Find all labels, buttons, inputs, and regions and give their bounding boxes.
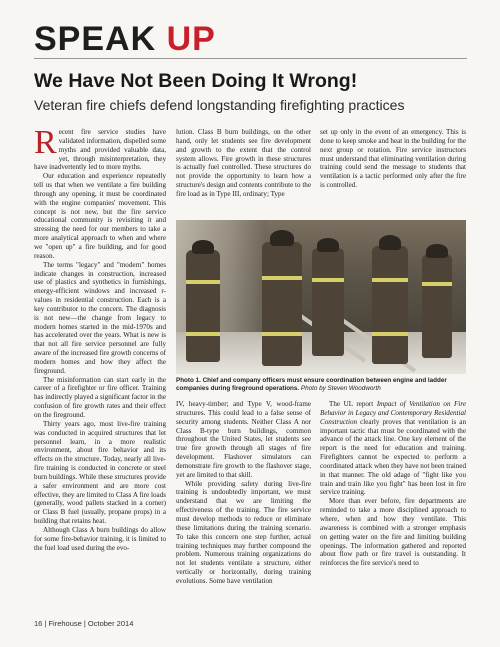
paragraph: lution. Class B burn buildings, on the other hand, only let students see fire development and growth to the extent that the control system allows. Fire growth in these structures is actually fuel controlled. These structures do not provide the opportunity to learn how a structure's design and contents contribute to the fire load as in Type III, ordinary; Type	[176, 128, 311, 198]
firefighters-photo	[176, 220, 466, 374]
article-subhead: Veteran fire chiefs defend longstanding firefighting practices	[34, 97, 405, 113]
paragraph: Although Class A burn buildings do allow for some fire-behavior training, it is limited to the fuel load used during the evo-	[34, 525, 166, 552]
paragraph: set up only in the event of an emergency. This is done to keep smoke and heat in the building for the next group or rotation. Fire service instructors must understand that eliminating ventilation during training could send the message to students that ventilation is a tactic performed only after the fire is controlled.	[320, 128, 466, 190]
firefighter-figure	[422, 254, 452, 358]
article-column-3-top	[320, 128, 466, 190]
article-column-2-top	[176, 128, 311, 199]
paragraph: The UL report Impact of Ventilation on Fire Behavior in Legacy and Contemporary Residential Construction clearly proves that ventilation is an important tactic that must be coordinated with the advance of the attack line. One key element of the report is the need for education and training. Firefighters cannot be expected to perform a coordinated attack when they have not been trained in that manner. The old adage of "fight like you train and train like you fight" has been lost in fire service training.	[320, 400, 467, 497]
paragraph: While providing safety during live-fire training is undoubtedly important, we must understand that we are limiting the effectiveness of the training. The fire service must develop methods to reduce or eliminate these limitations during the training scenario. To take this concern one step further, actual training techniques may further compound the problem. Numerous training organizations do not let students ventilate a structure, either vertically or horizontally, during training evolutions. Some have ventilation	[176, 479, 311, 585]
firefighter-figure	[312, 248, 344, 356]
paragraph: More than ever before, fire departments are reminded to take a more disciplined approach to where, when and how they ventilate. This awareness is combined with a stronger emphasis on getting water on the fire and limiting building openings. The information gathered and reported about flow path or fire travel is outstanding. It reinforces the fire service's need to	[320, 497, 466, 568]
article-headline: We Have Not Been Doing It Wrong!	[34, 70, 358, 92]
paragraph: The misinformation can start early in the career of a firefighter or fire officer. Training has indirectly played a significant factor in the confusion of fire growth rates and their effect on the fireground.	[34, 375, 166, 419]
article-column-2-bottom	[176, 400, 311, 586]
paragraph: The terms "legacy" and "modern" homes indicate changes in construction, increased use of plastics and synthetics in furnishings, energy-efficient windows and increased r-values in residential construction. Each is a key contributor to the concern. The diagnosis is not new—the change from legacy to modern homes started in the mid-1970s and has accelerated over the years. What is new is that not all fire service personnel are fully aware of the increased fire growth concerns of modern homes and how they affect the fireground.	[34, 260, 166, 375]
photo-credit: Photo by Steven Woodworth	[300, 385, 381, 392]
paragraph: Thirty years ago, most live-fire training was conducted in acquired structures that let personnel learn, in a more realistic environment, about fire behavior and its effects on the structure. Today, nearly all live-fire training is conducted in concrete or steel burn buildings. While these structures provide a safer environment and are more cost effective, they are limited to Class A fire loads (generally, wood pallets stacked in a corner) or Class B fuel (usually, propane props) in a building that retains heat.	[34, 419, 166, 526]
photo-caption	[176, 377, 466, 393]
firefighter-figure	[262, 242, 302, 366]
paragraph: IV, heavy-timber; and Type V, wood-frame structures. This could lead to a false sense of security among students. Neither Class A nor Class B-type burn buildings, common throughout the United States, let students see true fire growth through all stages of fire development. Flashover simulators can demonstrate fire growth to the flashover stage, yet are limited to that skill.	[176, 400, 311, 479]
firefighter-figure	[372, 246, 408, 364]
section-title-word2: UP	[166, 20, 216, 58]
page-footer: 16 | Firehouse | October 2014	[34, 619, 134, 628]
article-column-3-bottom	[320, 400, 466, 568]
section-title-word1: SPEAK	[34, 20, 157, 58]
firefighter-figure	[186, 250, 220, 362]
drop-cap: R	[34, 124, 57, 161]
paragraph: Our education and experience repeatedly tell us that when we ventilate a fire building through any opening, it must be coordinated with the engine companies' movement. This concept is not new, but the fire service educational community is revisiting it and stressing the need for our members to take a more analytical approach to when and where we "open up" a fire building, and for good reason.	[34, 172, 166, 260]
header-divider	[34, 58, 467, 59]
section-title	[34, 22, 216, 56]
paragraph: Recent fire service studies have validated information, dispelled some myths and provided valuable data, yet, through misinterpretation, they have inadvertently led to more myths.	[34, 124, 166, 172]
article-column-1	[34, 124, 166, 553]
caption-text: Photo 1. Chief and company officers must ensure coordination between engine and ladder companies during fireground operations.	[176, 377, 447, 392]
